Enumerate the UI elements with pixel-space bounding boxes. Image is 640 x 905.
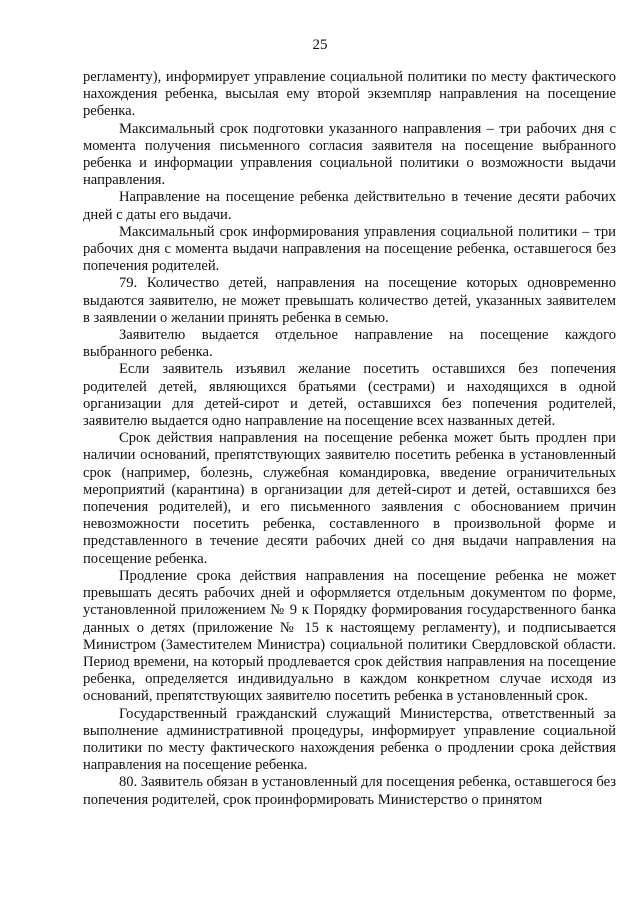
paragraph: Заявителю выдается отдельное направление на посещение каждого выбранного ребенка. [83, 327, 616, 361]
paragraph: Направление на посещение ребенка действительно в течение десяти рабочих дней с даты его выдачи. [83, 189, 616, 223]
paragraph: Максимальный срок информирования управления социальной политики – три рабочих дня с момента выдачи направления на посещение ребенка, оставшегося без попечения родителей. [83, 223, 616, 275]
paragraph: регламенту), информирует управление социальной политики по месту фактического нахождения ребенка, высылая ему второй экземпляр направления на посещение ребенка. [83, 69, 616, 120]
paragraph: Срок действия направления на посещение ребенка может быть продлен при наличии оснований, препятствующих заявителю посетить ребенка в установленный срок (например, болезнь, служебная командировка, введение ограничительных мероприятий (карантина) в организации для детей-сирот и детей, оставшихся без попечения родителей), и его письменного заявления с обоснованием причин невозможности посетить ребенка, составленного в произвольной форме и представленного в течение десяти рабочих дней со дня выдачи направления на посещение ребенка. [83, 430, 616, 567]
page-number: 25 [312, 37, 328, 53]
document-body [83, 69, 616, 809]
paragraph: Максимальный срок подготовки указанного направления – три рабочих дня с момента получения письменного согласия заявителя на посещение выбранного ребенка и информации управления социальной политики о возможности выдачи направления. [83, 120, 616, 189]
paragraph: 79. Количество детей, направления на посещение которых одновременно выдаются заявителю, не может превышать количество детей, указанных заявителем в заявлении о желании принять ребенка в семью. [83, 275, 616, 326]
paragraph: Государственный гражданский служащий Министерства, ответственный за выполнение административной процедуры, информирует управление социальной политики по месту фактического нахождения ребенка о продлении срока действия направления на посещение ребенка. [83, 705, 616, 774]
paragraph: 80. Заявитель обязан в установленный для посещения ребенка, оставшегося без попечения родителей, срок проинформировать Министерство о принятом [83, 774, 616, 808]
paragraph: Продление срока действия направления на посещение ребенка не может превышать десять рабочих дней и оформляется отдельным документом по форме, установленной приложением № 9 к Порядку формирования государственного банка данных о детях (приложение № 15 к настоящему регламенту), и подписывается Министром (Заместителем Министра) социальной политики Свердловской области. Период времени, на который продлевается срок действия направления на посещение ребенка, определяется индивидуально в каждом конкретном случае исходя из оснований, препятствующих заявителю посетить ребенка в установленный срок. [83, 567, 616, 705]
paragraph: Если заявитель изъявил желание посетить оставшихся без попечения родителей детей, являющихся братьями (сестрами) и находящихся в одной организации для детей-сирот и детей, оставшихся без попечения родителей, заявителю выдается одно направление на посещение всех названных детей. [83, 361, 616, 430]
